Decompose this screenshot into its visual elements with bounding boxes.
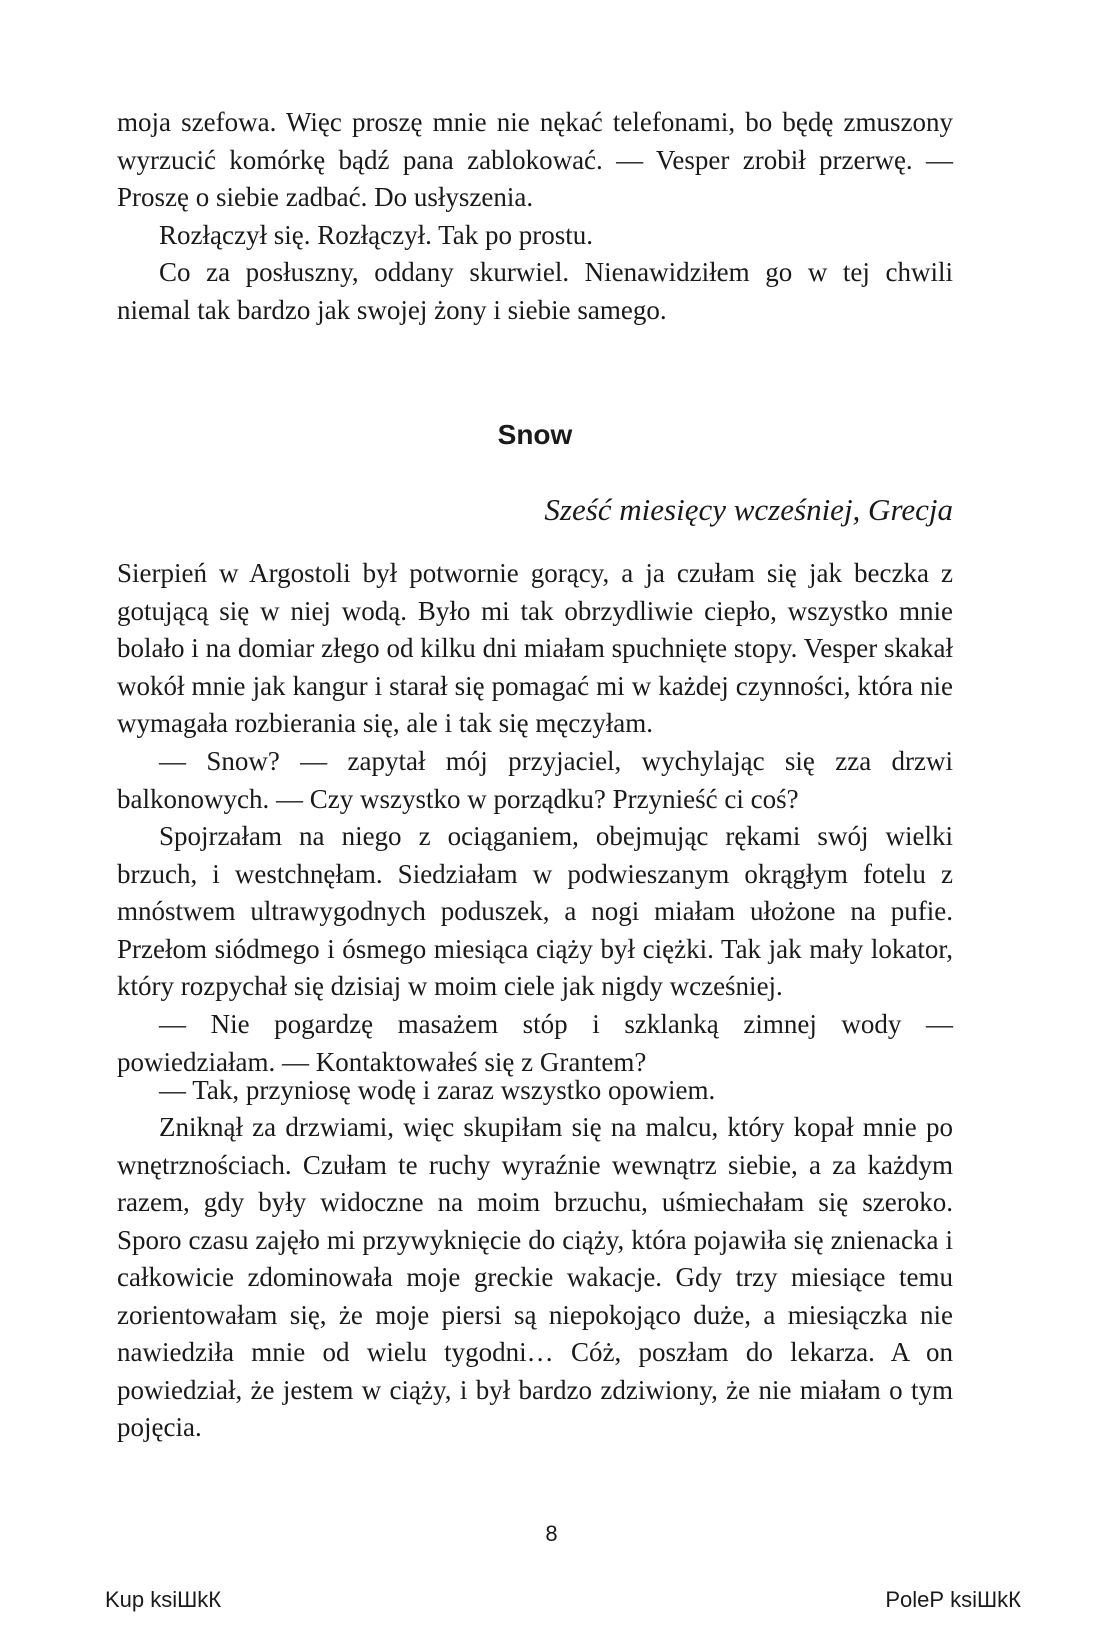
page-number: 8	[545, 1521, 558, 1546]
text-paragraph: Rozłączył się. Rozłączył. Tak po prostu.	[159, 220, 593, 250]
text-paragraph: — Nie pogardzę masażem stóp i szklanką zimnej wody — powiedziałam. — Kontaktowałeś się z Grantem?	[117, 1009, 953, 1077]
text-paragraph: — Snow? — zapytał mój przyjaciel, wychylając się zza drzwi balkonowych. — Czy wszystko w porządku? Przynieść ci coś?	[117, 746, 953, 814]
section-heading: Snow	[497, 419, 573, 450]
section-subtitle: Sześć miesięcy wcześniej, Grecja	[544, 492, 953, 527]
text-paragraph: Zniknął za drzwiami, więc skupiłam się na malcu, który kopał mnie po wnętrznościach. Czułam te ruchy wyraźnie wewnątrz siebie, a za każdym razem, gdy były widoczne na moim brzuchu, uśmiechałam się szeroko. Sporo czasu zajęło mi przywyknięcie do ciąży, która pojawiła się znienacka i całkowicie zdominowała moje greckie wakacje. Gdy trzy miesiące temu zorientowałam się, że moje piersi są niepokojąco duże, a miesiączka nie nawiedziła mnie od wielu tygodni… Cóż, poszłam do lekarza. A on powiedział, że jestem w ciąży, i był bardzo zdziwiony, że nie miałam o tym pojęcia.	[117, 1112, 953, 1442]
text-paragraph: Sierpień w Argostoli był potwornie gorący, a ja czułam się jak beczka z gotującą się w niej wodą. Było mi tak obrzydliwie ciepło, wszystko mnie bolało i na domiar złego od kilku dni miałam spuchnięte stopy. Vesper skakał wokół mnie jak kangur i starał się pomagać mi w każdej czynności, która nie wymagała rozbierania się, ale i tak się męczyłam.	[117, 558, 953, 738]
footer-buy-book-link[interactable]: Kup ksiШkК	[105, 1587, 222, 1612]
footer-recommend-book-link[interactable]: PoleР ksiШkК	[885, 1587, 1021, 1612]
text-paragraph: Spojrzałam na niego z ociąganiem, obejmując rękami swój wielki brzuch, i westchnęłam. Siedziałam w podwieszanym okrągłym fotelu z mnóstwem ultrawygodnych poduszek, a nogi miałam ułożone na pufie. Przełom siódmego i ósmego miesiąca ciąży był ciężki. Tak jak mały lokator, który rozpychał się dzisiaj w moim ciele jak nigdy wcześniej.	[117, 821, 953, 1001]
text-paragraph: Co za posłuszny, oddany skurwiel. Nienawidziłem go w tej chwili niemal tak bardzo jak swojej żony i siebie samego.	[117, 257, 953, 325]
text-paragraph: — Tak, przyniosę wodę i zaraz wszystko opowiem.	[159, 1075, 716, 1105]
text-paragraph: moja szefowa. Więc proszę mnie nie nękać telefonami, bo będę zmuszony wyrzucić komórkę bądź pana zablokować. — Vesper zrobił przerwę. — Proszę o siebie zadbać. Do usłyszenia.	[117, 107, 953, 212]
